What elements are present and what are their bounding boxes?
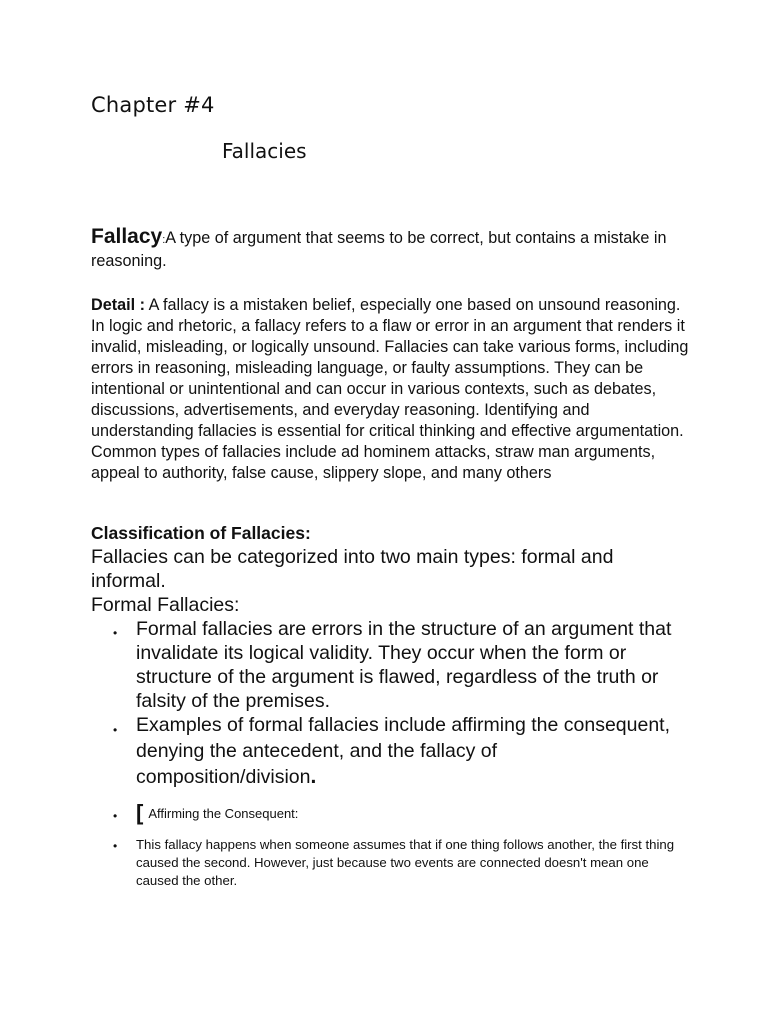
list-item-text: This fallacy happens when someone assumes that if one thing follows another, the first thing caused the second. However, just because two events are connected doesn't mean one caused the other.	[136, 836, 675, 888]
section-title: Fallacies	[222, 139, 307, 163]
definition-text: A type of argument that seems to be correct, but contains a mistake in reasoning.	[91, 229, 667, 270]
definition-colon: :	[162, 234, 166, 246]
bullet-marker: •	[113, 626, 118, 640]
chapter-title: Chapter #4	[91, 93, 215, 117]
list-item	[0, 617, 768, 713]
detail-paragraph	[91, 295, 691, 484]
list-item	[0, 836, 768, 890]
list-item	[0, 799, 768, 825]
definition-term: Fallacy	[91, 225, 163, 248]
list-item	[0, 713, 768, 791]
list-item-period: .	[310, 765, 317, 788]
classification-heading: Classification of Fallacies:	[91, 523, 311, 543]
classification-intro: Fallacies can be categorized into two main types: formal and informal.	[91, 546, 614, 592]
list-item-text: Affirming the Consequent:	[148, 805, 299, 821]
bullet-marker: •	[113, 723, 118, 737]
list-item-text: Examples of formal fallacies include affirming the consequent, denying the antecedent, and the fallacy of composition/division	[136, 714, 671, 788]
bullet-marker: •	[113, 838, 118, 853]
bullet-list	[0, 617, 768, 890]
list-item-text: Formal fallacies are errors in the structure of an argument that invalidate its logical validity. They occur when the form or structure of the argument is flawed, regardless of the truth or falsity of the premises.	[136, 618, 672, 712]
formal-fallacies-heading: Formal Fallacies:	[91, 594, 240, 616]
bracket-glyph: [	[136, 799, 144, 825]
detail-text: A fallacy is a mistaken belief, especially one based on unsound reasoning. In logic and rhetoric, a fallacy refers to a flaw or error in an argument that renders it invalid, misleading, or logically unsound. Fallacies can take various forms, including errors in reasoning, misleading language, or faulty assumptions. They can be intentional or unintentional and can occur in various contexts, such as debates, discussions, advertisements, and everyday reasoning. Identifying and understanding fallacies is essential for critical thinking and effective argumentation. Common types of fallacies include ad hominem attacks, straw man arguments, appeal to authority, false cause, slippery slope, and many others	[91, 296, 689, 482]
detail-label: Detail :	[91, 296, 145, 314]
bullet-marker: •	[113, 808, 118, 823]
definition-paragraph	[91, 226, 691, 272]
